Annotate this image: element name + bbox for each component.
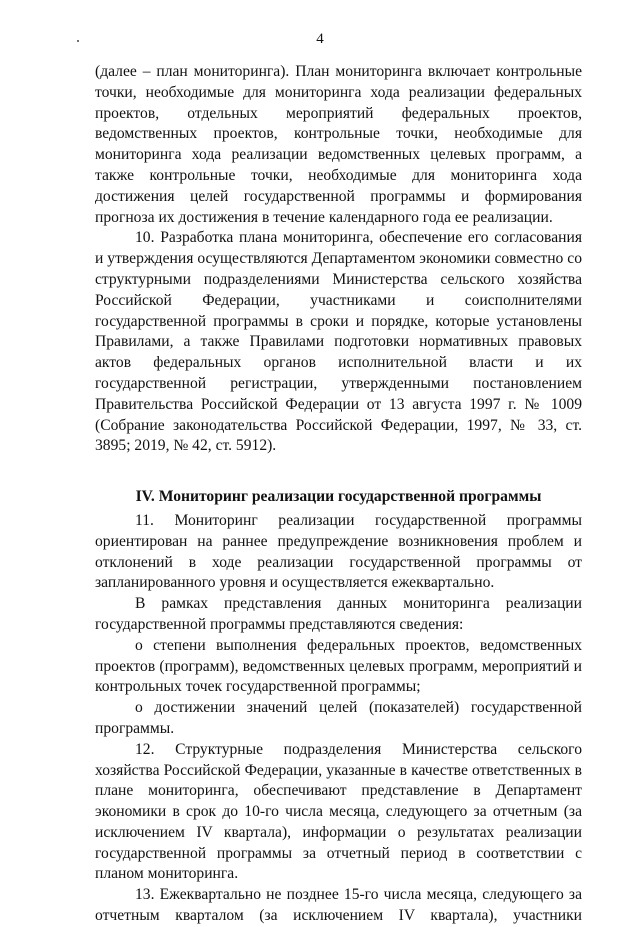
document-body [95,62,582,927]
section-heading: IV. Мониторинг реализации государственной программы [135,488,542,506]
paragraph-12: 12. Структурные подразделения Министерства сельского хозяйства Российской Федерации, указанные в качестве ответственных в плане мониторинга, обеспечивают представление в Департамент экономики в срок до 10-го числа месяца, следующего за отчетным (за исключением IV квартала), информации о результатах реализации государственной программы за отчетный период в соответствии с планом мониторинга. [95,740,582,883]
paragraph-13: 13. Ежеквартально не позднее 15-го числа месяца, следующего за отчетным кварталом (за исключением IV квартала), участники [95,886,582,925]
paragraph-10: 10. Разработка плана мониторинга, обеспечение его согласования и утверждения осуществляются Департаментом экономики совместно со структурными подразделениями Министерства сельского хозяйства Российской Федерации, участниками и соисполнителями государственной программы в сроки и порядке, которые установлены Правилами, а также Правилами подготовки нормативных правовых актов федеральных органов исполнительной власти и их государственной регистрации, утвержденными постановлением Правительства Российской Федерации от 13 августа 1997 г. № 1009 (Собрание законодательства Российской Федерации, 1997, № 33, ст. 3895; 2019, № 42, ст. 5912). [95,229,582,455]
paragraph-continuation: (далее – план мониторинга). План мониторинга включает контрольные точки, необходимые для мониторинга хода реализации федеральных проектов, отдельных мероприятий федеральных проектов, ведомственных проектов, контрольные точки, необходимые для мониторинга хода реализации ведомственных целевых программ, а также контрольные точки, необходимые для мониторинга хода достижения целей государственной программы и формирования прогноза их достижения в течение календарного года ее реализации. [95,63,582,226]
paragraph-11: 11. Мониторинг реализации государственной программы ориентирован на раннее предупреждение возникновения проблем и отклонений в ходе реализации государственной программы от запланированного уровня и осуществляется ежеквартально. [95,511,582,592]
paragraph-monitoring-data: В рамках представления данных мониторинга реализации государственной программы представляются сведения: [95,595,582,633]
paragraph-execution-degree: о степени выполнения федеральных проектов, ведомственных проектов (программ), ведомственных целевых программ, мероприятий и контрольных точек государственной программы; [95,636,582,696]
paragraph-targets-achievement: о достижении значений целей (показателей) государственной программы. [95,699,582,737]
page-number: 4 [316,31,324,47]
